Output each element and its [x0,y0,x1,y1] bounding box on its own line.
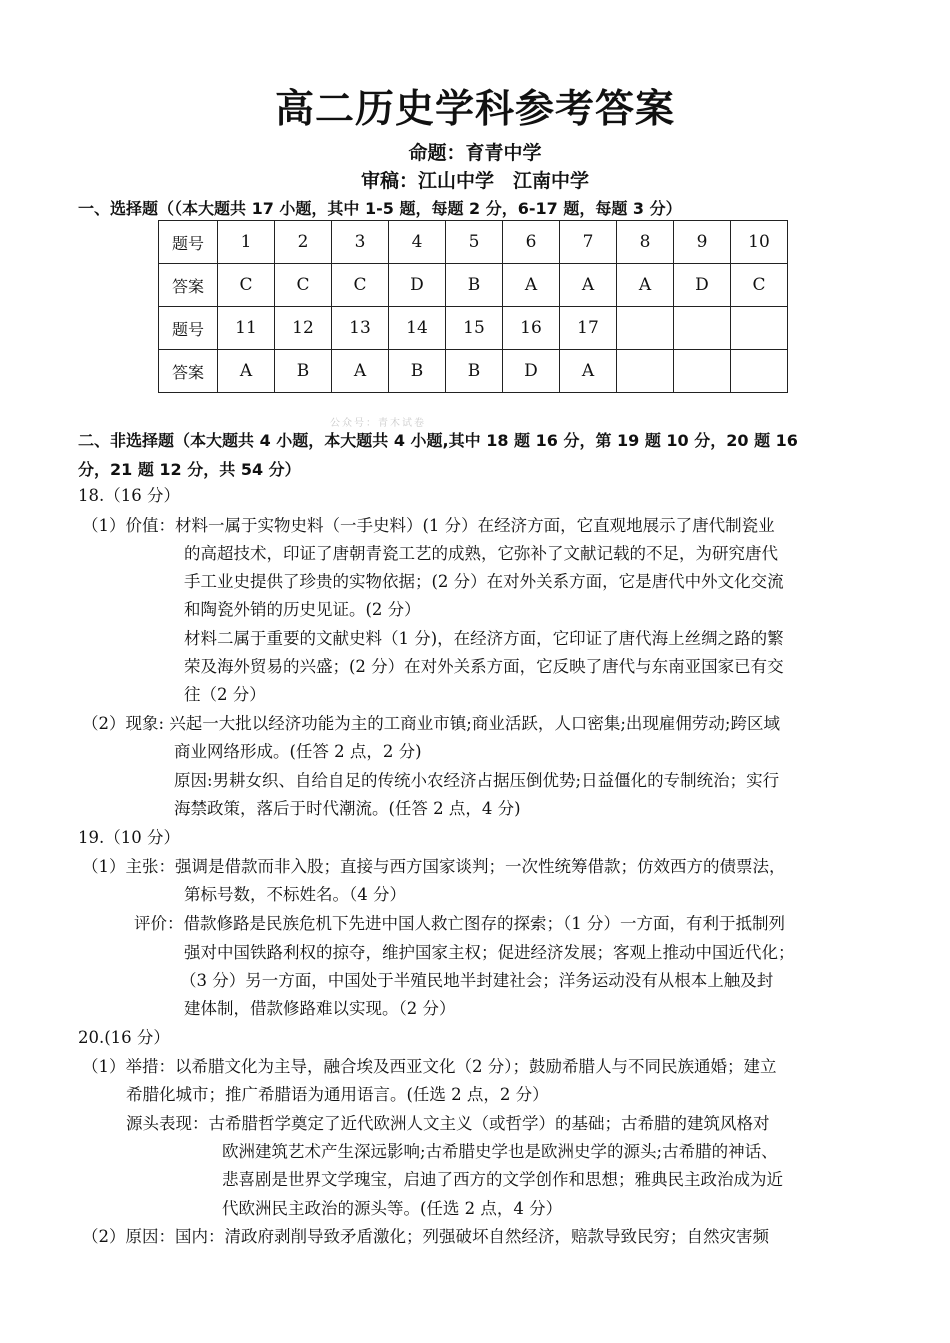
q18-1-material2-line: 荣及海外贸易的兴盛；(2 分）在对外关系方面，它反映了唐代与东南亚国家已有交 [184,657,784,676]
question-number: 6 [503,221,560,264]
q20-1-measures-line: 希腊化城市；推广希腊语为通用语言。(任选 2 点，2 分） [126,1085,549,1104]
q20-1-measures-line: （1）举措：以希腊文化为主导，融合埃及西亚文化（2 分）；鼓励希腊人与不同民族通婚；建立 [82,1057,777,1076]
question-number: 17 [560,307,617,350]
answer-cell: D [674,264,731,307]
q18-1-value-line: 和陶瓷外销的历史见证。(2 分） [184,600,421,619]
question-number: 15 [446,307,503,350]
answer-cell: D [503,350,560,393]
question-number: 12 [275,307,332,350]
q20-1-origin-line: 源头表现：古希腊哲学奠定了近代欧洲人文主义（或哲学）的基础；古希腊的建筑风格对 [126,1114,770,1133]
row-label-answer: 答案 [159,350,218,393]
page-title: 高二历史学科参考答案 [274,87,675,132]
row-label-answer: 答案 [159,264,218,307]
question-number [731,307,788,350]
q18-1-material2-line: 往（2 分） [184,685,266,704]
question-number: 8 [617,221,674,264]
q19-1-evaluation-line: 评价：借款修路是民族危机下先进中国人救亡图存的探索；（1 分）一方面，有利于抵制列 [134,914,785,933]
question-number: 1 [218,221,275,264]
q19-1-evaluation-line: 建体制，借款修路难以实现。（2 分） [184,999,456,1018]
answer-cell [674,350,731,393]
q18-1-value-line: 手工业史提供了珍贵的实物依据；(2 分）在对外关系方面，它是唐代中外文化交流 [184,572,784,591]
question-number: 16 [503,307,560,350]
answer-cell [731,350,788,393]
answer-cell: A [617,264,674,307]
answer-cell: A [332,350,389,393]
q18-heading: 18.（16 分） [78,486,180,505]
setter-line: 命题：育青中学 [408,142,542,164]
question-number: 10 [731,221,788,264]
section2-heading-line1: 二、非选择题（本大题共 4 小题，本大题共 4 小题,其中 18 题 16 分，第 19 题 10 分，20 题 16 [78,431,798,450]
q19-1-proposal-line: （1）主张：强调是借款而非入股；直接与西方国家谈判；一次性统筹借款；仿效西方的债票法， [82,857,786,876]
answer-cell: C [275,264,332,307]
question-number: 7 [560,221,617,264]
answer-cell: C [218,264,275,307]
question-row [159,307,788,350]
section2-heading-line2: 分，21 题 12 分，共 54 分） [78,460,301,479]
answer-cell: B [389,350,446,393]
answer-cell: A [218,350,275,393]
q20-heading: 20.(16 分） [78,1028,170,1047]
question-number: 4 [389,221,446,264]
question-number: 14 [389,307,446,350]
answer-cell: B [446,264,503,307]
answer-cell: B [275,350,332,393]
question-number: 9 [674,221,731,264]
section1-heading: 一、选择题（（本大题共 17 小题，其中 1-5 题，每题 2 分，6-17 题，每题 3 分） [78,199,682,218]
watermark: 公众号：青木试卷 [330,418,426,429]
q20-1-origin-line: 代欧洲民主政治的源头等。(任选 2 点，4 分） [222,1199,563,1218]
answer-cell: D [389,264,446,307]
question-number: 3 [332,221,389,264]
answer-table [158,220,788,393]
q20-2-reason-line: （2）原因：国内：清政府剥削导致矛盾激化；列强破坏自然经济，赔款导致民穷；自然灾害频 [82,1227,769,1246]
question-number: 13 [332,307,389,350]
answer-cell: A [503,264,560,307]
answer-cell [617,350,674,393]
reviewer-line: 审稿：江山中学 江南中学 [360,170,589,192]
q19-1-proposal-line: 第标号数，不标姓名。（4 分） [184,885,406,904]
q19-1-evaluation-line: 强对中国铁路利权的掠夺，维护国家主权；促进经济发展；客观上推动中国近代化； [184,943,795,962]
answer-row [159,350,788,393]
q18-2-reason-line: 海禁政策，落后于时代潮流。(任答 2 点，4 分) [174,799,521,818]
q18-2-phenomenon-line: （2）现象: 兴起一大批以经济功能为主的工商业市镇;商业活跃，人口密集;出现雇佣劳动;跨区域 [82,714,780,733]
question-number: 11 [218,307,275,350]
q19-1-evaluation-line: （3 分）另一方面，中国处于半殖民地半封建社会；洋务运动没有从根本上触及封 [180,971,774,990]
q18-1-material2-line: 材料二属于重要的文献史料（1 分)，在经济方面，它印证了唐代海上丝绸之路的繁 [184,629,784,648]
question-number [674,307,731,350]
q19-heading: 19.（10 分） [78,828,180,847]
answer-cell: C [731,264,788,307]
q18-2-reason-line: 原因:男耕女织、自给自足的传统小农经济占据压倒优势;日益僵化的专制统治；实行 [174,771,780,790]
row-label-question: 题号 [159,307,218,350]
q20-1-origin-line: 悲喜剧是世界文学瑰宝，启迪了西方的文学创作和思想；雅典民主政治成为近 [222,1170,783,1189]
row-label-question: 题号 [159,221,218,264]
answer-cell: A [560,350,617,393]
question-row [159,221,788,264]
q18-1-value-line: （1）价值：材料一属于实物史料（一手史料）(1 分）在经济方面，它直观地展示了唐代制瓷业 [82,516,775,535]
answer-row [159,264,788,307]
answer-cell: B [446,350,503,393]
question-number: 2 [275,221,332,264]
answer-cell: C [332,264,389,307]
answer-cell: A [560,264,617,307]
q20-1-origin-line: 欧洲建筑艺术产生深远影响;古希腊史学也是欧洲史学的源头;古希腊的神话、 [222,1142,778,1161]
question-number: 5 [446,221,503,264]
question-number [617,307,674,350]
q18-2-phenomenon-line: 商业网络形成。(任答 2 点，2 分) [174,742,422,761]
q18-1-value-line: 的高超技术，印证了唐朝青瓷工艺的成熟，它弥补了文献记载的不足，为研究唐代 [184,544,778,563]
